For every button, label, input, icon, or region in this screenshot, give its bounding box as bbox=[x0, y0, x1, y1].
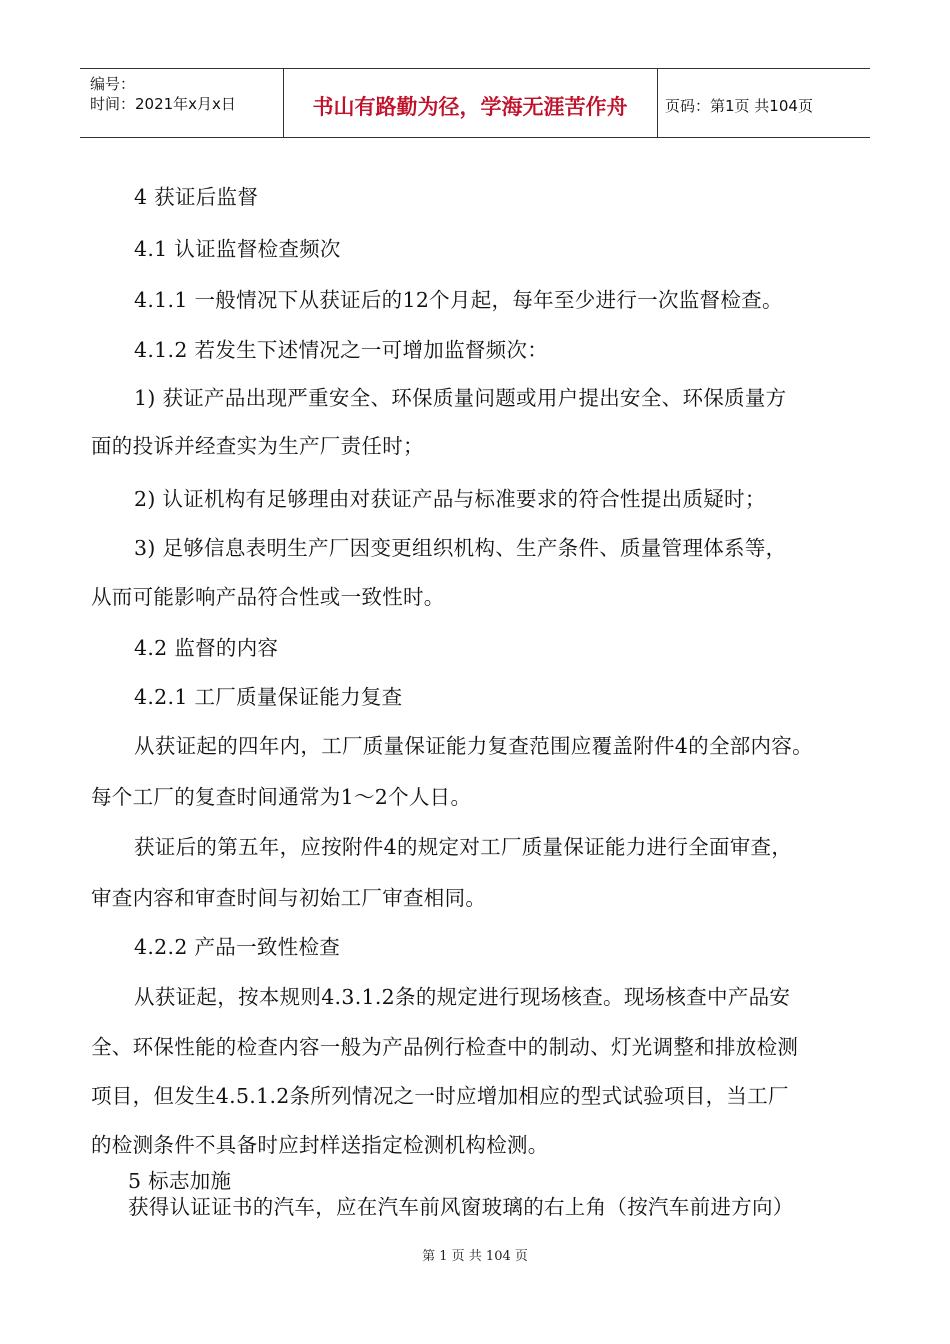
text-line: 每个工厂的复查时间通常为1～2个人日。 bbox=[91, 785, 472, 809]
text-line: 面的投诉并经查实为生产厂责任时； bbox=[91, 434, 424, 458]
text-line: 项目，但发生4.5.1.2条所列情况之一时应增加相应的型式试验项目，当工厂 bbox=[91, 1084, 789, 1108]
heading-4-2-2: 4.2.2 产品一致性检查 bbox=[134, 935, 341, 959]
text-line: 获证后的第五年，应按附件4的规定对工厂质量保证能力进行全面审查， bbox=[134, 835, 793, 859]
text-line: 4.1.1 一般情况下从获证后的12个月起，每年至少进行一次监督检查。 bbox=[134, 288, 783, 312]
text-line: 的检测条件不具备时应封样送指定检测机构检测。 bbox=[91, 1133, 549, 1157]
text-line: 1) 获证产品出现严重安全、环保质量问题或用户提出安全、环保质量方 bbox=[134, 386, 787, 410]
heading-4-1: 4.1 认证监督检查频次 bbox=[134, 237, 341, 261]
header-page-cell bbox=[657, 69, 870, 137]
text-line: 4.1.2 若发生下述情况之一可增加监督频次： bbox=[134, 338, 549, 362]
time-label: 时间：2021年x月x日 bbox=[90, 95, 236, 113]
text-line: 获得认证证书的汽车，应在汽车前风窗玻璃的右上角（按汽车前进方向） bbox=[128, 1195, 794, 1219]
text-line: 审查内容和审查时间与初始工厂审查相同。 bbox=[91, 886, 487, 910]
number-label: 编号： bbox=[90, 75, 136, 93]
document-header bbox=[80, 68, 870, 138]
text-line: 从获证起，按本规则4.3.1.2条的规定进行现场核查。现场核查中产品安 bbox=[134, 985, 791, 1009]
header-left-cell bbox=[80, 69, 284, 137]
text-line: 3) 足够信息表明生产厂因变更组织机构、生产条件、质量管理体系等， bbox=[134, 536, 787, 560]
header-motto-cell bbox=[283, 69, 658, 137]
text-line: 2) 认证机构有足够理由对获证产品与标准要求的符合性提出质疑时； bbox=[134, 487, 766, 511]
text-line: 全、环保性能的检查内容一般为产品例行检查中的制动、灯光调整和排放检测 bbox=[91, 1035, 799, 1059]
page-label: 页码：第1页 共104页 bbox=[665, 97, 813, 115]
text-line: 从获证起的四年内，工厂质量保证能力复查范围应覆盖附件4的全部内容。 bbox=[134, 734, 813, 758]
motto: 书山有路勤为径，学海无涯苦作舟 bbox=[312, 95, 628, 119]
text-line: 从而可能影响产品符合性或一致性时。 bbox=[91, 585, 445, 609]
heading-4-2-1: 4.2.1 工厂质量保证能力复查 bbox=[134, 685, 403, 709]
page-footer: 第 1 页 共 104 页 bbox=[422, 1249, 528, 1264]
heading-4: 4 获证后监督 bbox=[134, 185, 259, 209]
heading-4-2: 4.2 监督的内容 bbox=[134, 636, 279, 660]
heading-5: 5 标志加施 bbox=[128, 1169, 232, 1193]
